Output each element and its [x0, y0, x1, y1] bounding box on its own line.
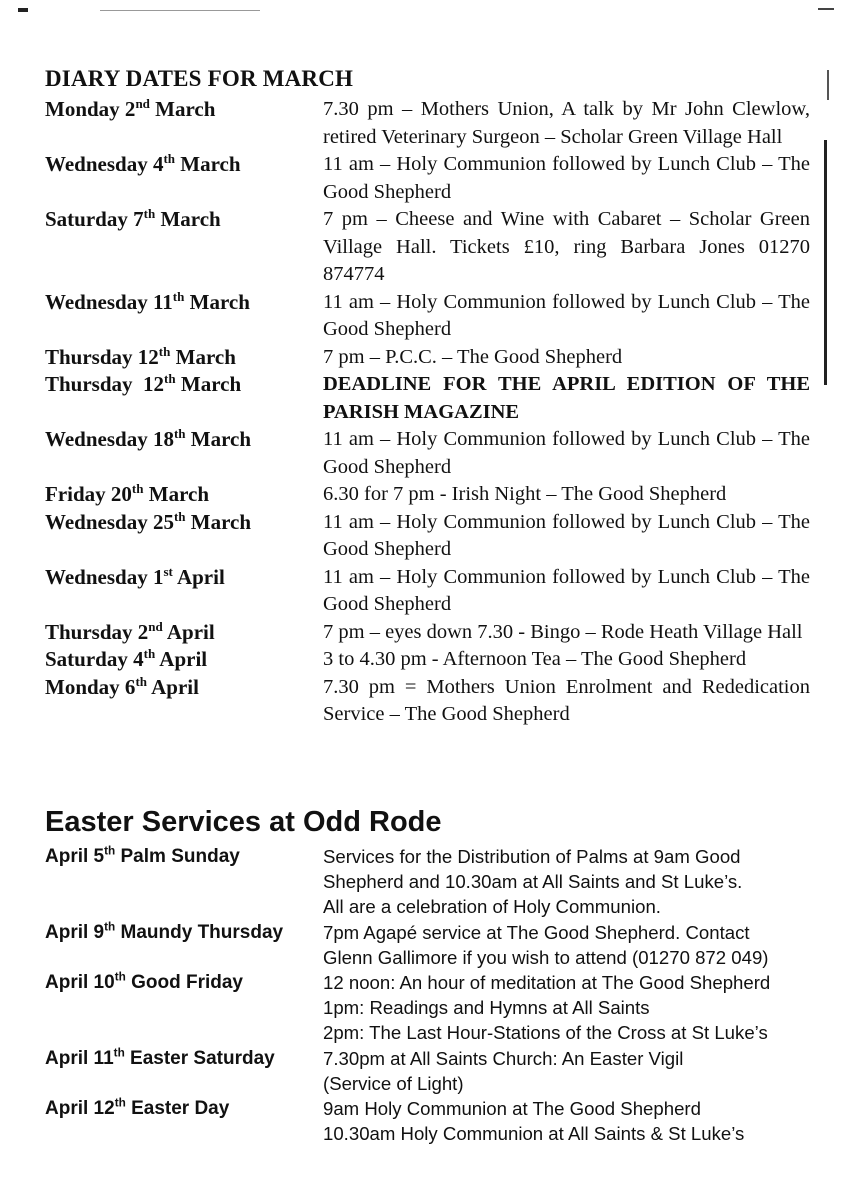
diary-title: DIARY DATES FOR MARCH — [45, 66, 354, 91]
easter-list — [45, 844, 843, 1146]
diary-entry — [45, 289, 810, 344]
easter-entry — [45, 970, 843, 1046]
easter-date: April 11th Easter Saturday — [45, 1046, 275, 1069]
diary-entry — [45, 646, 810, 674]
diary-date: Thursday 12th March — [45, 343, 236, 369]
easter-line: All are a celebration of Holy Communion. — [323, 896, 661, 918]
diary-description: 6.30 for 7 pm - Irish Night – The Good Shepherd — [323, 483, 727, 505]
easter-line: 10.30am Holy Communion at All Saints & St Luke’s — [323, 1123, 745, 1145]
easter-date: April 9th Maundy Thursday — [45, 920, 284, 943]
easter-description — [323, 1096, 843, 1146]
diary-description: DEADLINE FOR THE APRIL EDITION OF THE PARISH MAGAZINE — [323, 373, 810, 423]
scan-mark — [18, 8, 28, 12]
easter-line: 2pm: The Last Hour-Stations of the Cross at St Luke’s — [323, 1022, 768, 1044]
diary-date: Friday 20th March — [45, 481, 210, 506]
diary-entry — [45, 481, 810, 509]
diary-date: Thursday 2nd April — [45, 618, 215, 644]
easter-entry — [45, 920, 843, 970]
scan-mark — [824, 140, 827, 385]
diary-entry — [45, 426, 810, 481]
diary-date: Wednesday 25th March — [45, 508, 252, 534]
easter-date: April 10th Good Friday — [45, 970, 243, 994]
easter-description — [323, 1046, 843, 1096]
diary-entry — [45, 206, 810, 289]
diary-entry — [45, 619, 810, 647]
easter-date: April 5th Palm Sunday — [45, 844, 240, 867]
easter-line: Glenn Gallimore if you wish to attend (01270 872 049) — [323, 946, 769, 968]
diary-list — [45, 96, 810, 729]
easter-description — [323, 920, 843, 970]
diary-date: Wednesday 18th March — [45, 426, 252, 451]
scan-line — [100, 10, 260, 11]
scan-mark — [818, 8, 834, 10]
easter-line: Shepherd and 10.30am at All Saints and St Luke’s. — [323, 871, 743, 893]
easter-title: Easter Services at Odd Rode — [45, 806, 442, 838]
diary-description: 7 pm – Cheese and Wine with Cabaret – Scholar Green Village Hall. Tickets £10, ring Barbara Jones 01270 874774 — [323, 208, 810, 285]
diary-description: 7 pm – eyes down 7.30 - Bingo – Rode Heath Village Hall — [323, 620, 803, 643]
diary-date: Monday 2nd March — [45, 96, 216, 121]
diary-description: 7 pm – P.C.C. – The Good Shepherd — [323, 345, 623, 368]
diary-date: Wednesday 1st April — [45, 563, 225, 589]
diary-description: 7.30 pm – Mothers Union, A talk by Mr John Clewlow, retired Veterinary Surgeon – Scholar Green Village Hall — [323, 98, 810, 148]
easter-entry — [45, 1096, 843, 1146]
diary-date: Monday 6th April — [45, 673, 199, 699]
easter-line: 7.30pm at All Saints Church: An Easter Vigil — [323, 1047, 684, 1069]
diary-date: Thursday 12th March — [45, 371, 242, 396]
easter-entry — [45, 1046, 843, 1096]
diary-description: 11 am – Holy Communion followed by Lunch Club – The Good Shepherd — [323, 510, 810, 560]
easter-line: 1pm: Readings and Hymns at All Saints — [323, 997, 650, 1019]
easter-entry — [45, 844, 843, 920]
diary-description: 11 am – Holy Communion followed by Lunch Club – The Good Shepherd — [323, 290, 810, 340]
diary-description: 3 to 4.30 pm - Afternoon Tea – The Good Shepherd — [323, 648, 747, 670]
diary-description: 11 am – Holy Communion followed by Lunch Club – The Good Shepherd — [323, 428, 810, 478]
easter-description — [323, 844, 843, 920]
diary-entry — [45, 151, 810, 206]
easter-line: (Service of Light) — [323, 1072, 464, 1094]
diary-entry — [45, 674, 810, 729]
easter-line: Services for the Distribution of Palms at 9am Good — [323, 846, 741, 867]
diary-date: Wednesday 4th March — [45, 151, 241, 176]
diary-date: Wednesday 11th March — [45, 288, 250, 314]
easter-line: 9am Holy Communion at The Good Shepherd — [323, 1098, 701, 1120]
diary-entry — [45, 564, 810, 619]
easter-line: 7pm Agapé service at The Good Shepherd. Contact — [323, 921, 750, 943]
diary-description: 11 am – Holy Communion followed by Lunch Club – The Good Shepherd — [323, 153, 810, 203]
easter-date: April 12th Easter Day — [45, 1096, 230, 1120]
scan-mark — [827, 70, 829, 100]
diary-entry — [45, 344, 810, 372]
diary-entry — [45, 96, 810, 151]
diary-description: 7.30 pm = Mothers Union Enrolment and Rededication Service – The Good Shepherd — [323, 675, 810, 725]
easter-description — [323, 970, 843, 1046]
easter-line: 12 noon: An hour of meditation at The Good Shepherd — [323, 972, 771, 994]
diary-entry — [45, 371, 810, 426]
diary-entry — [45, 509, 810, 564]
diary-date: Saturday 7th March — [45, 206, 221, 231]
diary-description: 11 am – Holy Communion followed by Lunch Club – The Good Shepherd — [323, 565, 810, 615]
diary-date: Saturday 4th April — [45, 646, 208, 671]
